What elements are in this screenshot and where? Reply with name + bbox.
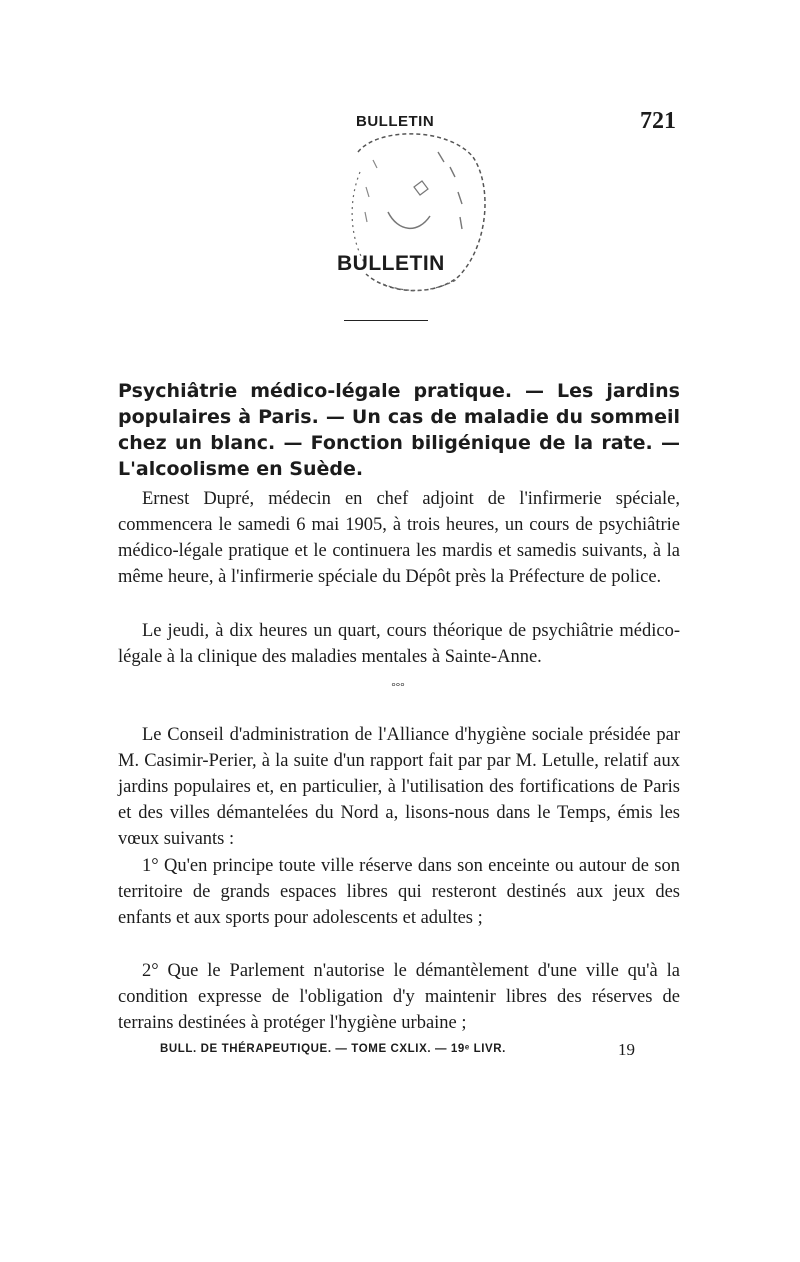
paragraph-5: 2° Que le Parlement n'autorise le démantèlement d'une ville qu'à la condition expresse de l'obligation d'y maintenir libres des réserves de terrains destinées à protéger l'hygiène urbaine ; bbox=[118, 961, 680, 1033]
paragraph-3: Le Conseil d'administration de l'Alliance d'hygiène sociale présidée par M. Casimir-Perier, à la suite d'un rapport fait par par M. Letulle, relatif aux jardins populaires et, en particulier, à l'utilisation des fortifications de Paris et des villes démantelées du Nord a, lisons-nous dans le Temps, émis les vœux suivants : bbox=[118, 725, 680, 849]
paragraph-1: Ernest Dupré, médecin en chef adjoint de l'infirmerie spéciale, commencera le samedi 6 mai 1905, à trois heures, un cours de psychiâtrie médico-légale pratique et le continuera les mardis et samedis suivants, à la même heure, à l'infirmerie spéciale du Dépôt près la Préfecture de police. bbox=[118, 489, 680, 587]
paragraph-4: 1° Qu'en principe toute ville réserve dans son enceinte ou autour de son territoire de grands espaces libres qui resteront destinés aux jeux des enfants et aux sports pour adolescents et adultes ; bbox=[118, 856, 680, 928]
section-ornament bbox=[383, 682, 413, 708]
title-rule bbox=[344, 320, 428, 321]
page-number: 721 bbox=[640, 108, 676, 134]
signature-mark: 19 bbox=[618, 1040, 635, 1059]
paragraph-2: Le jeudi, à dix heures un quart, cours théorique de psychiâtrie médico-légale à la clinique des maladies mentales à Sainte-Anne. bbox=[118, 621, 680, 667]
stamp-label: BULLETIN bbox=[337, 252, 445, 275]
section-summary: Psychiâtrie médico-légale pratique. — Les jardins populaires à Paris. — Un cas de maladie du sommeil chez un blanc. — Fonction biligénique de la rate. — L'alcoolisme en Suède. bbox=[118, 380, 680, 480]
footer-line: BULL. DE THÉRAPEUTIQUE. — TOME CXLIX. — 19ᵉ LIVR. bbox=[160, 1043, 506, 1055]
ornament-glyph: °°° bbox=[391, 681, 405, 693]
running-title: BULLETIN bbox=[356, 113, 435, 130]
